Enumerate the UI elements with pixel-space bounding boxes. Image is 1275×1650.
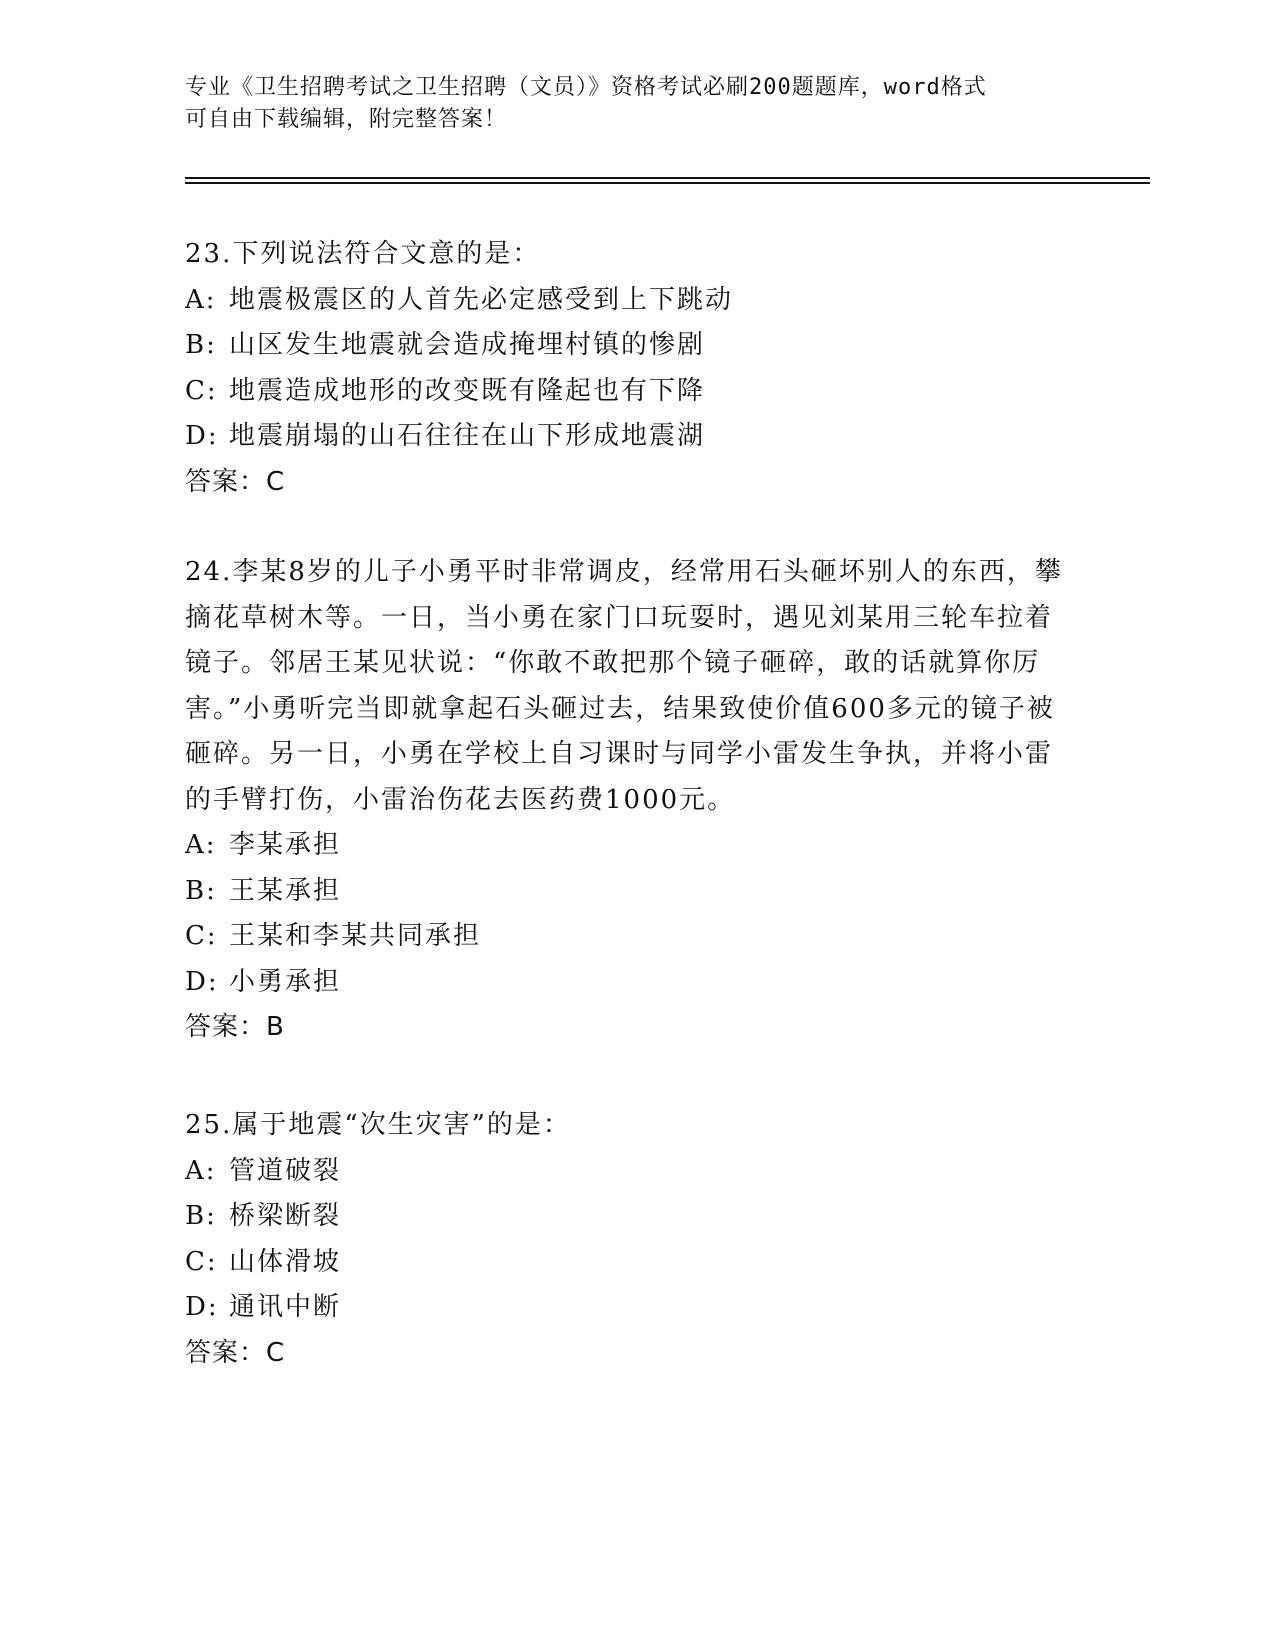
answer-line: 答案：B — [185, 1012, 285, 1042]
option-text: 李某承担 — [229, 830, 342, 860]
option-c — [185, 369, 1065, 415]
option-c — [185, 914, 1065, 960]
option-b — [185, 1194, 1065, 1240]
document-header — [185, 72, 1065, 136]
option-d — [185, 414, 1065, 460]
option-key: B: — [185, 1201, 217, 1231]
option-key: D: — [185, 1292, 219, 1322]
question-stem: 23.下列说法符合文意的是： — [185, 239, 541, 269]
option-text: 山区发生地震就会造成掩埋村镇的惨剧 — [229, 330, 706, 360]
header-line-1: 专业《卫生招聘考试之卫生招聘（文员）》资格考试必刷200题题库，word格式 — [185, 75, 987, 100]
option-key: C: — [185, 1246, 218, 1277]
option-text: 王某和李某共同承担 — [229, 921, 482, 951]
header-line-2: 可自由下载编辑，附完整答案！ — [185, 107, 508, 132]
option-a — [185, 278, 1065, 324]
option-text: 通讯中断 — [229, 1292, 342, 1322]
option-key: C: — [185, 921, 218, 951]
option-key: A: — [185, 830, 217, 860]
question-stem: 24.李某8岁的儿子小勇平时非常调皮，经常用石头砸坏别人的东西，攀摘花草树木等。一日，当小勇在家门口玩耍时，遇见刘某用三轮车拉着镜子。邻居王某见状说：“你敢不敢把那个镜子砸碎，敢的话就算你厉害。”小勇听完当即就拿起石头砸过去，结果致使价值600多元的镜子被砸碎。另一日，小勇在学校上自习课时与同学小雷发生争执，并将小雷的手臂打伤，小雷治伤花去医药费1000元。 — [185, 557, 1063, 815]
question-stem: 25.属于地震“次生灾害”的是： — [185, 1110, 571, 1140]
option-text: 地震崩塌的山石往往在山下形成地震湖 — [229, 421, 706, 451]
option-text: 地震极震区的人首先必定感受到上下跳动 — [229, 284, 734, 315]
option-d — [185, 960, 1065, 1006]
option-text: 管道破裂 — [229, 1155, 342, 1186]
option-key: B: — [185, 330, 217, 360]
option-d — [185, 1285, 1065, 1331]
question-25 — [185, 1103, 1065, 1376]
option-a — [185, 823, 1065, 869]
option-b — [185, 323, 1065, 369]
answer-line: 答案：C — [185, 1337, 286, 1368]
question-24 — [185, 550, 1065, 1051]
option-text: 王某承担 — [229, 875, 342, 906]
option-key: B: — [185, 875, 217, 906]
option-text: 桥梁断裂 — [229, 1201, 342, 1231]
header-divider-top — [185, 177, 1150, 179]
option-text: 山体滑坡 — [229, 1246, 342, 1277]
option-a — [185, 1149, 1065, 1195]
question-23 — [185, 232, 1065, 505]
answer-line: 答案：C — [185, 466, 286, 497]
option-key: D: — [185, 966, 219, 997]
header-divider-bottom — [185, 182, 1150, 184]
option-text: 地震造成地形的改变既有隆起也有下降 — [229, 375, 706, 406]
option-b — [185, 869, 1065, 915]
option-c — [185, 1240, 1065, 1286]
option-key: A: — [185, 1155, 217, 1186]
option-key: D: — [185, 421, 219, 451]
option-key: A: — [185, 284, 217, 315]
option-text: 小勇承担 — [229, 966, 342, 997]
option-key: C: — [185, 375, 218, 406]
